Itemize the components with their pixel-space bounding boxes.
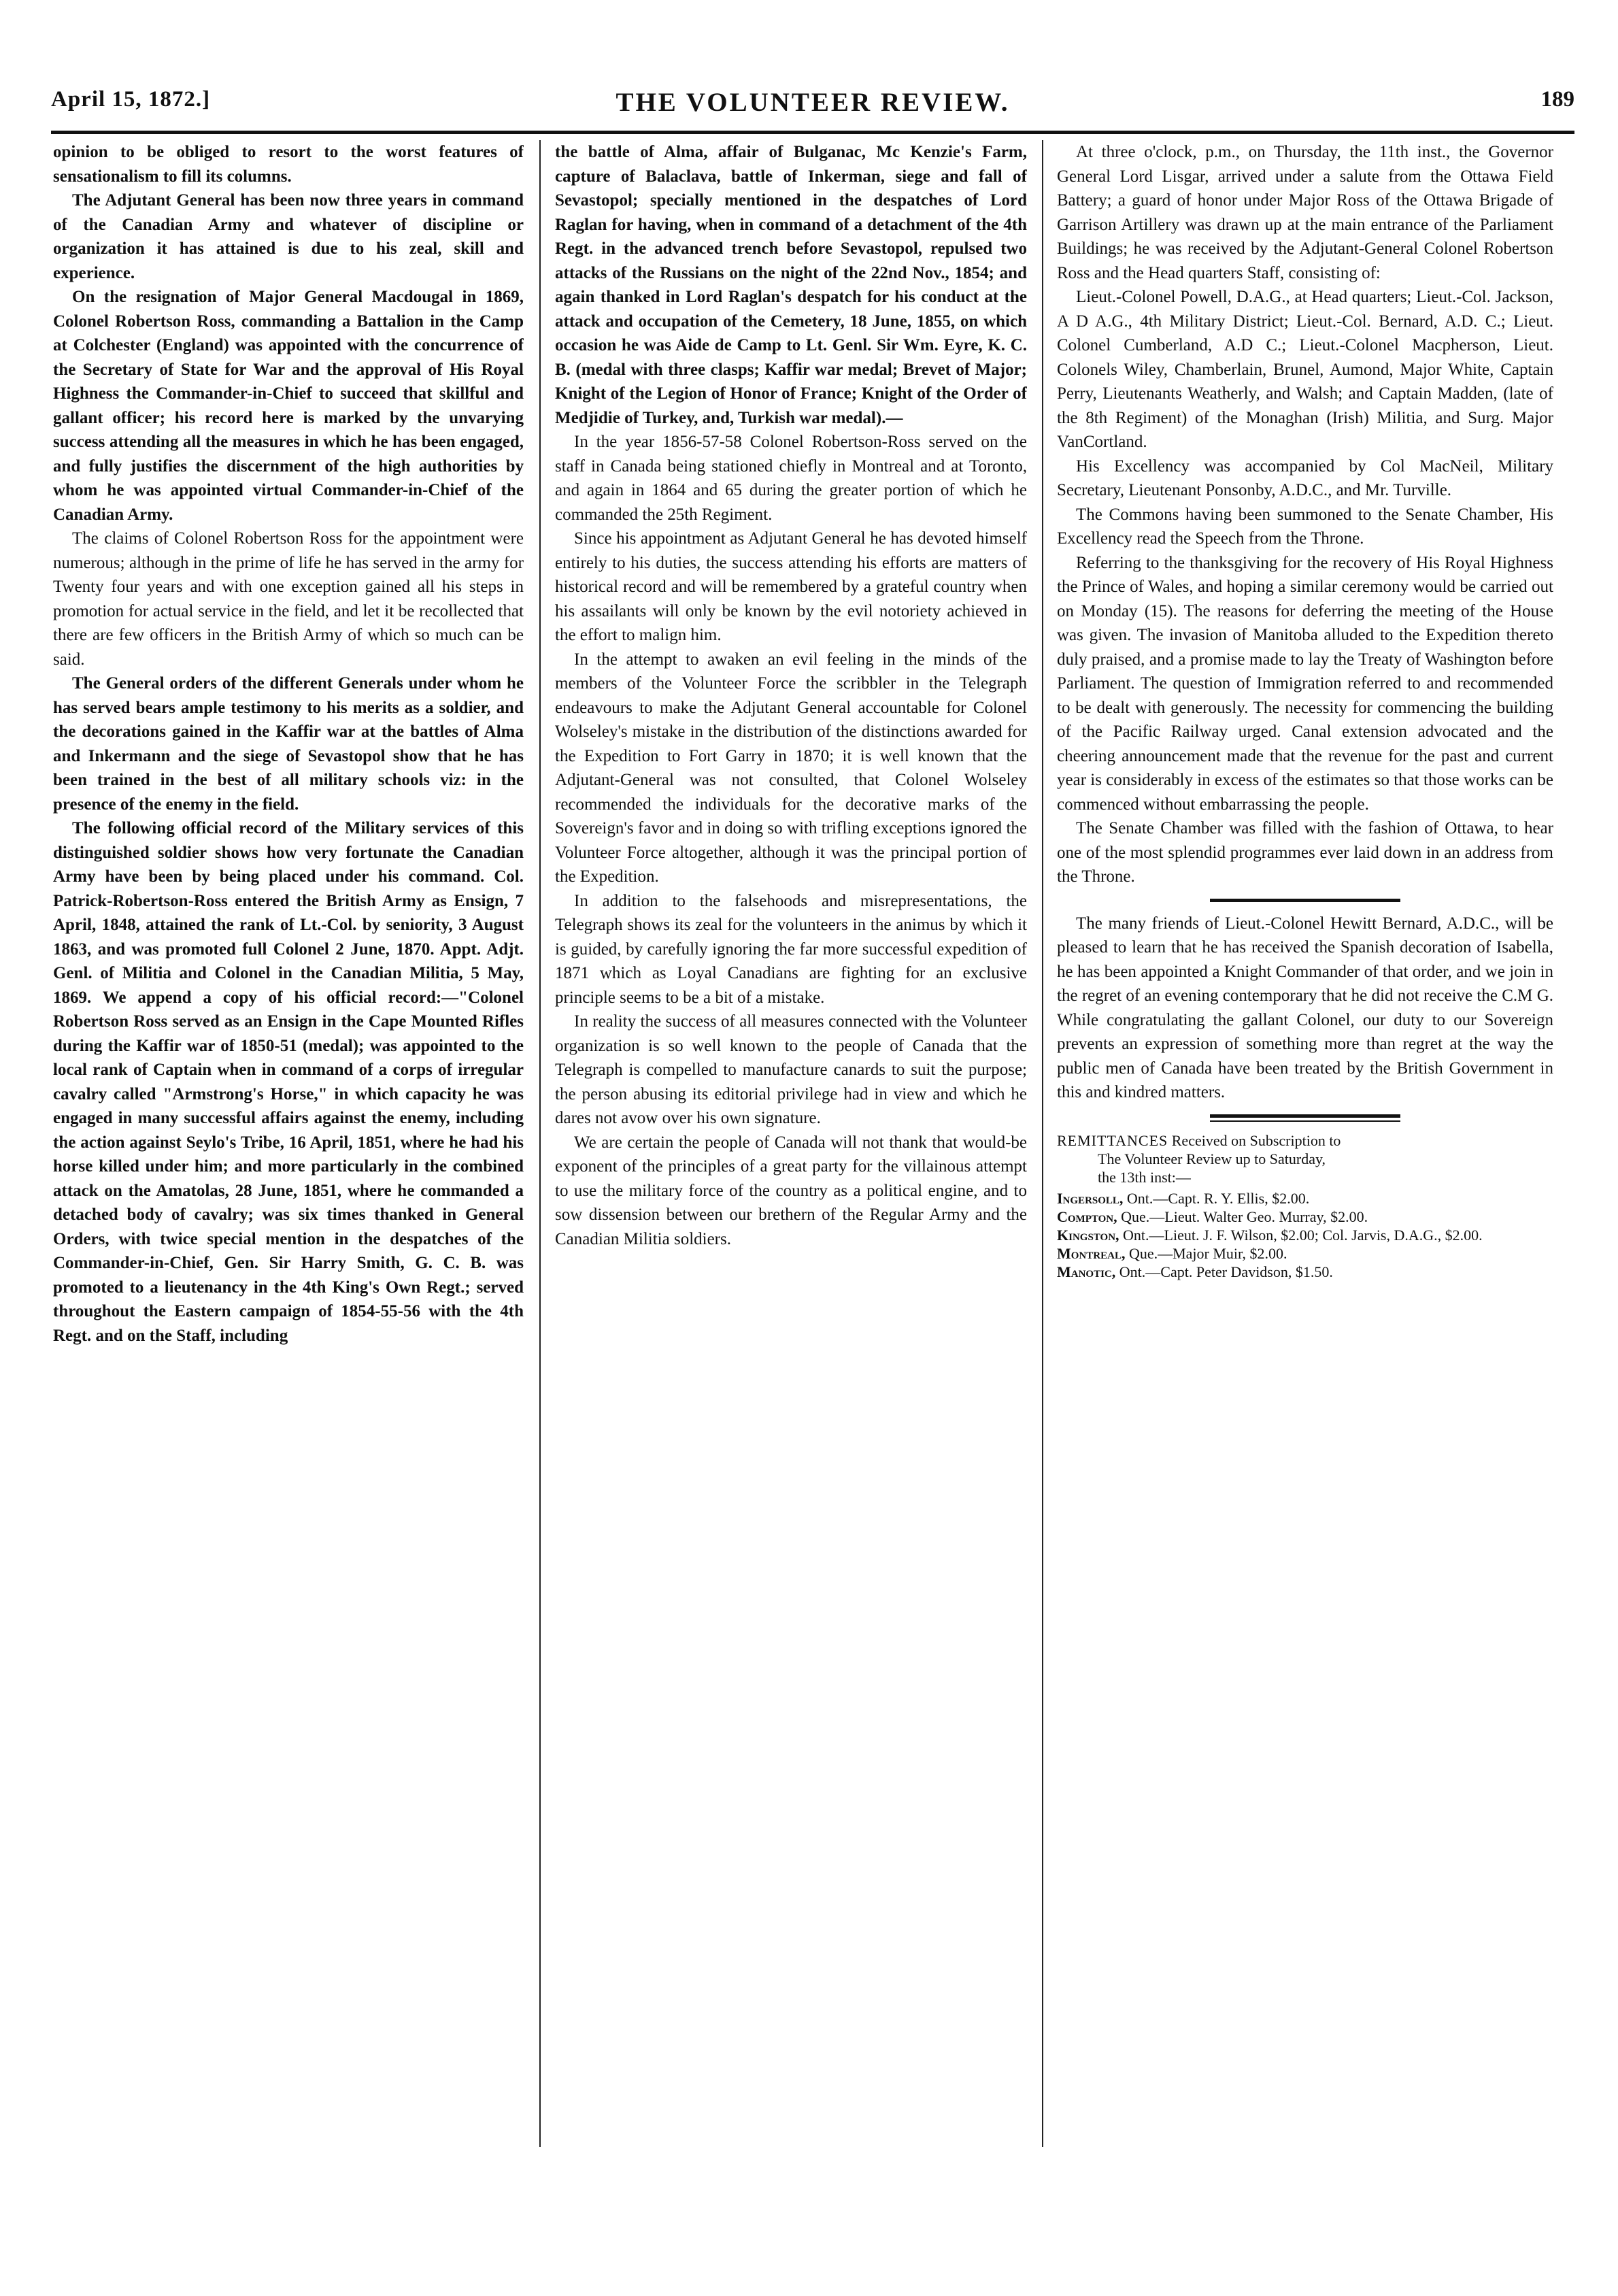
column-divider <box>539 140 541 2147</box>
paragraph: In the year 1856-57-58 Colonel Robertson-Ross served on the staff in Canada being stationed chiefly in Montreal and at Toronto, and again in 1864 and 65 during the greater portion of which he commanded the 25th Regiment. <box>555 433 1027 524</box>
paragraph: The Commons having been summoned to the Senate Chamber, His Excellency read the Speech from the Throne. <box>1057 505 1553 548</box>
remittance-entry <box>1057 1208 1553 1226</box>
remittance-detail: Ont.—Capt. Peter Davidson, $1.50. <box>1119 1263 1333 1280</box>
paragraph: We are certain the people of Canada will not thank that would-be exponent of the principles of a great party for the villainous attempt to use the military force of the country as a political engine, and to sow dissension between our brethern of the Regular Army and the Canadian Militia soldiers. <box>555 1133 1027 1248</box>
page-header <box>51 87 1574 128</box>
paragraph: The many friends of Lieut.-Colonel Hewitt Bernard, A.D.C., will be pleased to learn that he has received the Spanish decoration of Isabella, he has been appointed a Knight Commander of that order, and we join in the regret of an evening contemporary that he did not receive the C.M G. While congratulating the gallant Colonel, our duty to our Sovereign prevents an expression of something more than regret at the way the public men of Canada have been treated by the British Government in this and kindred matters. <box>1057 914 1553 1101</box>
remittance-place: Kingston, <box>1057 1226 1119 1244</box>
remittance-entry <box>1057 1263 1553 1281</box>
separator-rule <box>1210 1114 1400 1118</box>
paragraph: In the attempt to awaken an evil feeling in the minds of the members of the Volunteer Force the scribbler in the Telegraph endeavours to make the Adjutant General accountable for Colonel Wolseley's mistake in the distribution of the distinctions awarded for the Expedition to Fort Garry in 1870; it is well known that the Adjutant-General was not consulted, that Colonel Wolseley recommended the individuals for the decorative marks of the Sovereign's favor and in doing so with trifling exceptions ignored the Volunteer Force altogether, although it was the principal portion of the Expedition. <box>555 650 1027 886</box>
paragraph: The Senate Chamber was filled with the fashion of Ottawa, to hear one of the most splendid programmes ever laid down in an address from the Throne. <box>1057 819 1553 886</box>
separator-rule <box>1210 1120 1400 1122</box>
remittance-place: Manotic, <box>1057 1263 1116 1280</box>
page-number: 189 <box>1540 87 1574 112</box>
remittance-detail: Que.—Lieut. Walter Geo. Murray, $2.00. <box>1121 1208 1368 1225</box>
paragraph: On the resignation of Major General Macdougal in 1869, Colonel Robertson Ross, commanding a Battalion in the Camp at Colchester (England) was appointed with the concurrence of the Secretary of State for War and the approval of His Royal Highness the Commander-in-Chief to succeed that skillful and gallant officer; his record here is marked by the unvarying success attending all the measures in which he has been engaged, and fully justifies the discernment of the high authorities by whom he was appointed virtual Commander-in-Chief of the Canadian Army. <box>53 288 524 524</box>
paragraph: Referring to the thanksgiving for the recovery of His Royal Highness the Prince of Wales, and hoping a similar ceremony would be carried out on Monday (15). The reasons for deferring the meeting of the House was given. The invasion of Manitoba alluded to the Expedition thereto duly praised, and a promise made to lay the Treaty of Washington before Parliament. The question of Immigration referred to and recommended to be dealt with generously. The necessity for commencing the building of the Pacific Railway urged. Canal extension advocated and the cheering announcement made that the revenue for the past and current year is considerably in excess of the estimates so that those works can be commenced without embarrassing the people. <box>1057 553 1553 814</box>
section-separator <box>1210 899 1400 902</box>
remittances-intro-text: Received on Subscription to <box>1171 1131 1341 1149</box>
paragraph: the battle of Alma, affair of Bulganac, Mc Kenzie's Farm, capture of Balaclava, battle of Inkerman, siege and fall of Sevastopol; specially mentioned in the despatches of Lord Raglan for having, when in command of a detachment of the 4th Regt. in the advanced trench before Sevastopol, repulsed two attacks of the Russians on the night of the 22nd Nov., 1854; and again thanked in Lord Raglan's despatch for his conduct at the attack and occupation of the Cemetery, 18 June, 1855, on which occasion he was Aide de Camp to Lt. Genl. Sir Wm. Eyre, K. C. B. (medal with three clasps; Kaffir war medal; Brevet of Major; Knight of the Legion of Honor of France; Knight of the Order of Medjidie of Turkey, and, Turkish war medal).— <box>555 143 1027 427</box>
section-separator <box>1210 1114 1400 1122</box>
remittance-entry <box>1057 1189 1553 1208</box>
paragraph: The Adjutant General has been now three years in command of the Canadian Army and whatever of discipline or organization it has attained is due to his zeal, skill and experience. <box>53 191 524 282</box>
paragraph: The claims of Colonel Robertson Ross for the appointment were numerous; although in the prime of life he has served in the army for Twenty four years and with one exception gained all his steps in promotion for actual service in the field, and let it be recollected that there are few officers in the British Army of which so much can be said. <box>53 529 524 669</box>
paragraph: His Excellency was accompanied by Col MacNeil, Military Secretary, Lieutenant Ponsonby, A.D.C., and Mr. Turville. <box>1057 456 1553 499</box>
remittance-entry <box>1057 1226 1553 1244</box>
remittance-entry <box>1057 1244 1553 1263</box>
paragraph: The General orders of the different Generals under whom he has served bears ample testimony to his merits as a soldier, and the decorations gained in the Kaffir war at the battles of Alma and Inkermann and the siege of Sevastopol show that he has been trained in the best of all military schools viz: in the presence of the enemy in the field. <box>53 674 524 814</box>
paragraph: Lieut.-Colonel Powell, D.A.G., at Head quarters; Lieut.-Col. Jackson, A D A.G., 4th Military District; Lieut.-Col. Bernard, A.D. C.; Lieut. Colonel Cumberland, A.D C.; Lieut.-Colonel Macpherson, Lieut. Colonels Wiley, Chamberlain, Brunel, Aumond, Major White, Captain Perry, Lieutenants Weatherly, and Walsh; and Captain Madden, (late of the 8th Regiment) of the Monaghan (Irish) Militia, and Surg. Major VanCortland. <box>1057 288 1553 451</box>
remittance-place: Compton, <box>1057 1208 1117 1225</box>
separator-rule <box>1210 899 1400 902</box>
paragraph: In reality the success of all measures connected with the Volunteer organization is so well known to the people of Canada that the Telegraph is compelled to manufacture canards to suit the purpose; the person abusing its editorial privilege had in view and which he dares not avow over his own signature. <box>555 1012 1027 1127</box>
column-3 <box>1057 140 1553 2140</box>
masthead-title: THE VOLUNTEER REVIEW. <box>616 88 1010 117</box>
remittances-subline: the 13th inst:— <box>1098 1168 1191 1186</box>
issue-date: April 15, 1872.] <box>51 87 211 112</box>
remittances-subline: The Volunteer Review up to Saturday, <box>1098 1150 1326 1167</box>
paragraph: The following official record of the Military services of this distinguished soldier shows how very fortunate the Canadian Army have been by being placed under his command. Col. Patrick-Robertson-Ross entered the British Army as Ensign, 7 April, 1848, attained the rank of Lt.-Col. by seniority, 3 August 1863, and was promoted full Colonel 2 June, 1870. Appt. Adjt. Genl. of Militia and Colonel in the Canadian Militia, 5 May, 1869. We append a copy of his official record:—"Colonel Robertson Ross served as an Ensign in the Cape Mounted Rifles during the Kaffir war of 1850-51 (medal); was appointed to the local rank of Captain when in command of a corps of irregular cavalry called "Armstrong's Horse," in which capacity he was engaged in many successful affairs against the enemy, including the action against Seylo's Tribe, 16 April, 1851, where he had his horse killed under him; and more particularly in the combined attack on the Amatolas, 28 June, 1851, where he commanded a detached body of cavalry; was six times thanked in General Orders, with twice special mention in the despatches of the Commander-in-Chief, Gen. Sir Harry Smith, G. C. B. was promoted to a lieutenancy in the 4th King's Own Regt.; served throughout the Eastern campaign of 1854-55-56 with the 4th Regt. and on the Staff, including <box>53 819 524 1345</box>
column-2 <box>555 140 1027 2140</box>
remittances-intro <box>1057 1131 1553 1150</box>
paragraph: At three o'clock, p.m., on Thursday, the 11th inst., the Governor General Lord Lisgar, arrived under a salute from the Ottawa Field Battery; a guard of honor under Major Ross of the Ottawa Brigade of Garrison Artillery was drawn up at the main entrance of the Parliament Buildings; he was received by the Adjutant-General Colonel Robertson Ross and the Head quarters Staff, consisting of: <box>1057 143 1553 282</box>
remittance-detail: Ont.—Capt. R. Y. Ellis, $2.00. <box>1126 1189 1310 1207</box>
remittance-detail: Que.—Major Muir, $2.00. <box>1128 1244 1287 1262</box>
remittance-place: Montreal, <box>1057 1244 1126 1262</box>
remittance-detail: Ont.—Lieut. J. F. Wilson, $2.00; Col. Jarvis, D.A.G., $2.00. <box>1123 1226 1483 1244</box>
remittances-notice <box>1057 1131 1553 1281</box>
column-1 <box>53 140 524 2140</box>
column-divider <box>1042 140 1043 2147</box>
remittance-place: Ingersoll, <box>1057 1189 1124 1207</box>
paragraph: In addition to the falsehoods and misrepresentations, the Telegraph shows its zeal for the volunteers in the animus by which it is guided, by carefully ignoring the far more successful expedition of 1871 which as Loyal Canadians are fighting for an exclusive principle seems to be a bit of a mistake. <box>555 891 1027 1007</box>
paragraph: opinion to be obliged to resort to the worst features of sensationalism to fill its columns. <box>53 143 524 186</box>
paragraph: Since his appointment as Adjutant General he has devoted himself entirely to his duties, the success attending his efforts are matters of historical record and will be remembered by a grateful country when his assailants will only be known by the evil notoriety achieved in the effort to malign him. <box>555 529 1027 644</box>
remittances-heading: REMITTANCES <box>1057 1131 1168 1149</box>
header-rule <box>51 131 1574 134</box>
remittances-list <box>1057 1189 1553 1281</box>
